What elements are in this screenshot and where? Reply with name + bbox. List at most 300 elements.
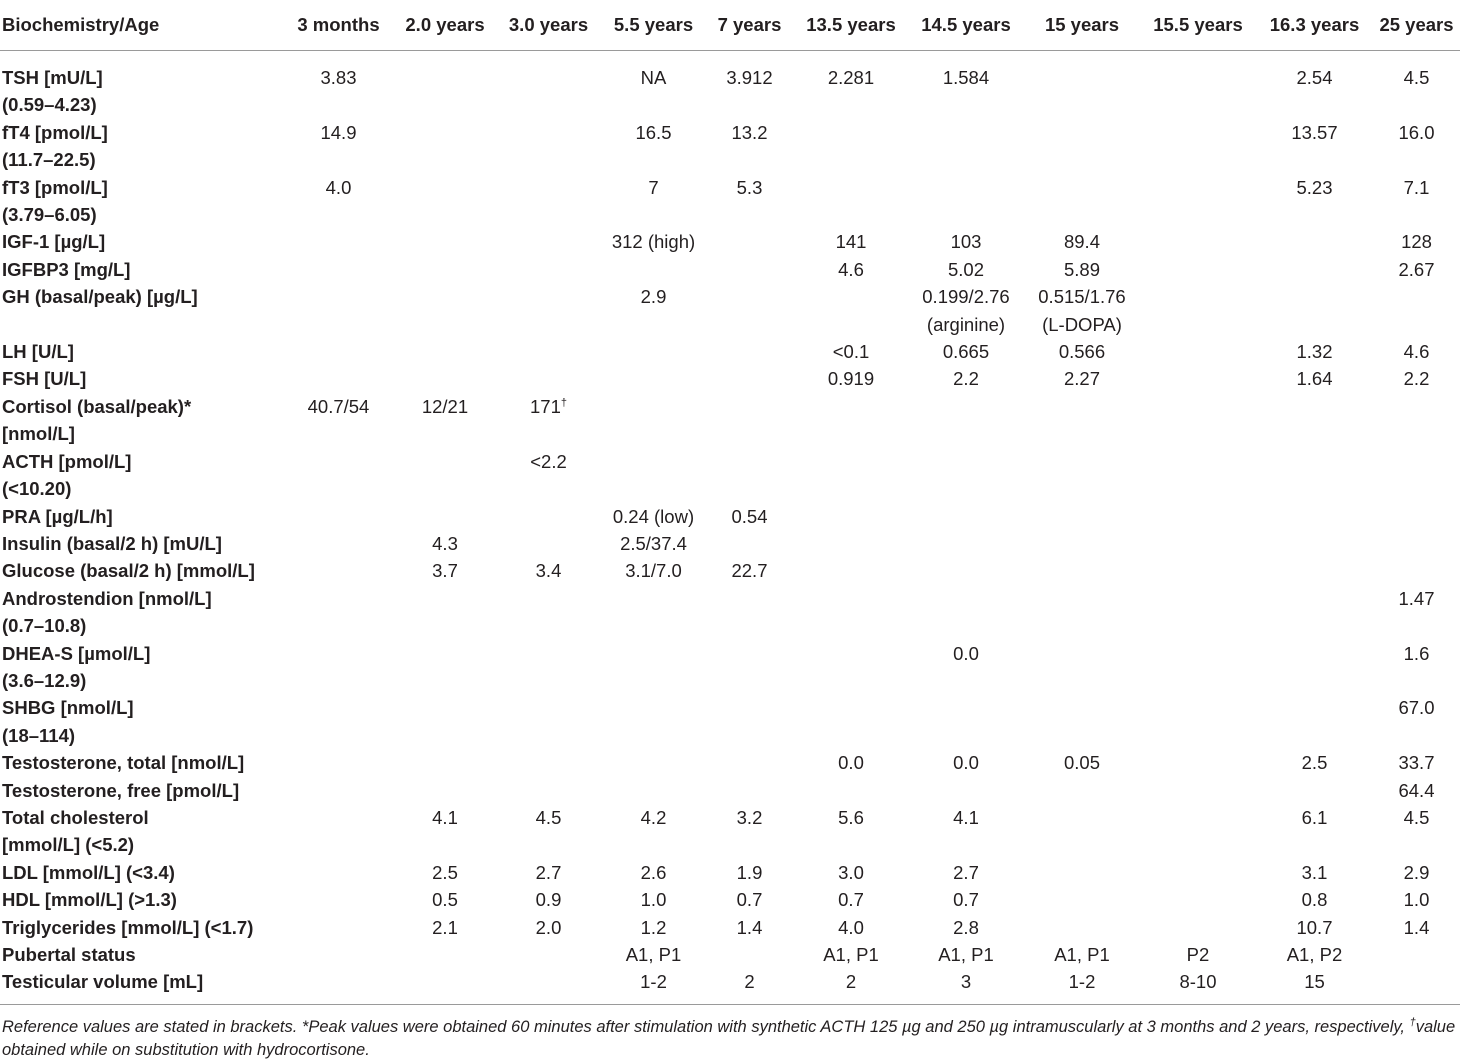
- table-cell: [1140, 530, 1256, 557]
- table-cell: [395, 694, 495, 749]
- row-label-line: (3.6–12.9): [2, 669, 87, 691]
- table-row: [0, 804, 1460, 859]
- cell-value: 3.0: [838, 861, 864, 883]
- row-label: [0, 365, 282, 392]
- table-cell: [705, 283, 794, 338]
- dagger-mark: †: [560, 396, 567, 409]
- table-cell: [1024, 777, 1140, 804]
- table-cell: [495, 119, 602, 174]
- table-cell: [1140, 393, 1256, 448]
- table-cell: [282, 640, 395, 695]
- row-label-line: Testicular volume [mL]: [2, 971, 204, 993]
- table-cell: [602, 804, 705, 859]
- cell-value: 12/21: [421, 395, 469, 417]
- row-label: [0, 941, 282, 968]
- cell-value: 14.9: [320, 121, 357, 143]
- table-cell: [705, 749, 794, 776]
- cell-value: 2.7: [535, 861, 562, 883]
- table-cell: [908, 393, 1024, 448]
- table-cell: [1256, 777, 1373, 804]
- table-cell: [495, 365, 602, 392]
- cell-value: 4.5: [1403, 67, 1430, 88]
- table-cell: [705, 256, 794, 283]
- cell-value: 0.24 (low): [612, 505, 695, 527]
- table-cell: [1256, 393, 1373, 448]
- footnote-row: [0, 1004, 1460, 1062]
- table-cell: [282, 393, 395, 448]
- table-cell: [602, 365, 705, 392]
- cell-value: 1.2: [640, 916, 667, 938]
- table-cell: [705, 393, 794, 448]
- table-cell: [395, 119, 495, 174]
- table-cell: [1140, 365, 1256, 392]
- table-cell: [395, 640, 495, 695]
- cell-value: 1.584: [942, 67, 990, 88]
- cell-value: 1.6: [1403, 642, 1430, 664]
- cell-value: 2.54: [1296, 67, 1333, 88]
- row-label-line: (0.7–10.8): [2, 615, 87, 637]
- cell-value: 2: [744, 971, 755, 993]
- cell-value: 2.2: [953, 368, 979, 390]
- table-cell: [1256, 448, 1373, 503]
- cell-value: 2.0: [535, 916, 562, 938]
- table-cell: [602, 530, 705, 557]
- table-cell: [1256, 557, 1373, 584]
- row-label: [0, 448, 282, 503]
- row-label: [0, 557, 282, 584]
- row-label: [0, 228, 282, 255]
- table-cell: [705, 886, 794, 913]
- table-cell: [495, 256, 602, 283]
- table-cell: [282, 51, 395, 119]
- row-label-line: (3.79–6.05): [2, 204, 97, 226]
- table-cell: [1256, 530, 1373, 557]
- footnote-dagger: †: [1409, 1016, 1416, 1029]
- table-cell: [1256, 749, 1373, 776]
- table-cell: [282, 804, 395, 859]
- table-cell: [705, 338, 794, 365]
- cell-value: 5.89: [1063, 258, 1100, 280]
- cell-value: 3.83: [320, 67, 357, 88]
- cell-value: 4.5: [535, 806, 562, 828]
- table-cell: [794, 530, 908, 557]
- table-cell: [908, 283, 1024, 338]
- table-cell: [395, 51, 495, 119]
- cell-value: 2.67: [1398, 258, 1435, 280]
- row-label: [0, 694, 282, 749]
- cell-value: 5.3: [736, 176, 763, 198]
- footnote-text: Reference values are stated in brackets. *Peak values were obtained 60 minutes after stimulation with synthetic ACTH 125 µg and 250 µg intramuscularly at 3 months and 2 years, respectively,: [2, 1017, 1410, 1036]
- header-age-column: 13.5 years: [794, 0, 908, 51]
- table-cell: [1373, 393, 1460, 448]
- cell-value: 1.4: [736, 916, 763, 938]
- table-cell: [705, 804, 794, 859]
- cell-value: 13.2: [731, 121, 768, 143]
- cell-value: 0.0: [953, 642, 979, 664]
- table-cell: [1140, 283, 1256, 338]
- cell-value: 3.2: [736, 806, 763, 828]
- cell-value: 1.32: [1296, 341, 1333, 363]
- table-cell: [495, 448, 602, 503]
- table-cell: [282, 941, 395, 968]
- table-cell: [794, 804, 908, 859]
- table-cell: [705, 174, 794, 229]
- table-cell: [495, 174, 602, 229]
- table-cell: [794, 640, 908, 695]
- table-cell: [794, 557, 908, 584]
- cell-value: 1.0: [640, 889, 667, 911]
- table-cell: [395, 228, 495, 255]
- table-cell: [794, 393, 908, 448]
- table-cell: [1256, 914, 1373, 941]
- header-age-column: 5.5 years: [602, 0, 705, 51]
- table-cell: [495, 640, 602, 695]
- cell-value: <0.1: [832, 341, 870, 363]
- table-cell: [1373, 777, 1460, 804]
- table-cell: [495, 914, 602, 941]
- cell-value: 4.3: [432, 532, 458, 554]
- table-cell: [1024, 640, 1140, 695]
- table-cell: [495, 804, 602, 859]
- table-cell: [908, 557, 1024, 584]
- row-label-line: (<10.20): [2, 478, 72, 500]
- row-label-line: Pubertal status: [2, 944, 136, 965]
- table-cell: [1024, 365, 1140, 392]
- cell-value: 4.2: [640, 806, 667, 828]
- table-cell: [495, 393, 602, 448]
- table-cell: [1256, 585, 1373, 640]
- table-cell: [1256, 804, 1373, 859]
- cell-value: 0.199/2.76 (arginine): [922, 286, 1010, 335]
- header-age-column: 16.3 years: [1256, 0, 1373, 51]
- row-label: [0, 174, 282, 229]
- table-cell: [602, 914, 705, 941]
- row-label: [0, 119, 282, 174]
- cell-value: 5.6: [838, 806, 864, 828]
- table-cell: [1373, 886, 1460, 913]
- table-cell: [602, 283, 705, 338]
- table-cell: [282, 749, 395, 776]
- table-cell: [794, 256, 908, 283]
- row-label-line: Testosterone, total [nmol/L]: [2, 752, 245, 774]
- table-cell: [794, 365, 908, 392]
- table-row: [0, 968, 1460, 1004]
- table-cell: [1373, 585, 1460, 640]
- table-cell: [794, 174, 908, 229]
- table-cell: [1373, 228, 1460, 255]
- table-row: [0, 694, 1460, 749]
- row-label: [0, 914, 282, 941]
- table-cell: [1140, 804, 1256, 859]
- table-cell: [1140, 174, 1256, 229]
- table-cell: [908, 749, 1024, 776]
- table-cell: [1024, 557, 1140, 584]
- table-cell: [1140, 585, 1256, 640]
- table-cell: [794, 694, 908, 749]
- cell-value: 4.1: [953, 806, 979, 828]
- table-cell: [1024, 585, 1140, 640]
- table-cell: [1256, 968, 1373, 1004]
- table-cell: [908, 694, 1024, 749]
- table-cell: [495, 51, 602, 119]
- row-label: [0, 51, 282, 119]
- table-cell: [395, 886, 495, 913]
- cell-value: NA: [640, 67, 667, 88]
- cell-value: P2: [1186, 944, 1210, 965]
- cell-value: 3.7: [432, 560, 458, 582]
- table-cell: [1140, 448, 1256, 503]
- cell-value: 7.1: [1403, 176, 1430, 198]
- table-cell: [1373, 174, 1460, 229]
- cell-value: 3.912: [726, 67, 773, 88]
- table-cell: [908, 119, 1024, 174]
- table-cell: [282, 968, 395, 1004]
- table-cell: [908, 777, 1024, 804]
- row-label-line: Total cholesterol: [2, 806, 149, 828]
- table-cell: [705, 365, 794, 392]
- table-cell: [1140, 968, 1256, 1004]
- cell-value: 171: [530, 395, 561, 417]
- cell-value: 4.5: [1403, 806, 1430, 828]
- header-biochemistry-age: Biochemistry/Age: [0, 0, 282, 51]
- table-cell: [1024, 228, 1140, 255]
- table-cell: [1140, 914, 1256, 941]
- row-label: [0, 530, 282, 557]
- table-cell: [908, 256, 1024, 283]
- cell-value: 10.7: [1296, 916, 1333, 938]
- header-age-column: 15.5 years: [1140, 0, 1256, 51]
- row-label-line: SHBG [nmol/L]: [2, 697, 134, 719]
- cell-value: 0.9: [535, 889, 562, 911]
- table-cell: [1140, 228, 1256, 255]
- table-cell: [1024, 393, 1140, 448]
- cell-value: 7: [648, 176, 659, 198]
- table-cell: [1140, 859, 1256, 886]
- table-cell: [395, 777, 495, 804]
- table-cell: [908, 585, 1024, 640]
- table-cell: [395, 859, 495, 886]
- cell-value: <2.2: [530, 450, 567, 472]
- table-cell: [1024, 941, 1140, 968]
- table-cell: [1024, 694, 1140, 749]
- table-cell: [282, 585, 395, 640]
- cell-value: 1-2: [640, 971, 667, 993]
- table-cell: [602, 51, 705, 119]
- cell-value: 4.0: [838, 916, 864, 938]
- table-cell: [1024, 256, 1140, 283]
- row-label: [0, 585, 282, 640]
- table-cell: [908, 941, 1024, 968]
- table-cell: [282, 886, 395, 913]
- table-cell: [602, 941, 705, 968]
- cell-value: 8-10: [1179, 971, 1217, 993]
- table-cell: [908, 448, 1024, 503]
- cell-value: 141: [835, 231, 867, 253]
- table-cell: [282, 914, 395, 941]
- table-cell: [282, 448, 395, 503]
- table-cell: [1373, 365, 1460, 392]
- table-cell: [1256, 859, 1373, 886]
- table-cell: [1140, 640, 1256, 695]
- table-cell: [282, 503, 395, 530]
- table-cell: [1140, 941, 1256, 968]
- table-cell: [602, 119, 705, 174]
- header-age-column: 3 months: [282, 0, 395, 51]
- table-row: [0, 886, 1460, 913]
- row-label: [0, 503, 282, 530]
- cell-value: 15: [1304, 971, 1325, 993]
- row-label-line: ACTH [pmol/L]: [2, 450, 132, 472]
- table-cell: [495, 585, 602, 640]
- table-cell: [794, 749, 908, 776]
- table-cell: [395, 557, 495, 584]
- table-cell: [602, 694, 705, 749]
- row-label-line: fT3 [pmol/L]: [2, 176, 108, 198]
- table-cell: [602, 228, 705, 255]
- row-label-line: HDL [mmol/L] (>1.3): [2, 889, 177, 911]
- table-cell: [794, 119, 908, 174]
- table-cell: [395, 365, 495, 392]
- row-label-line: IGF-1 [µg/L]: [2, 231, 106, 253]
- table-cell: [1373, 503, 1460, 530]
- row-label-line: (0.59–4.23): [2, 94, 97, 116]
- row-label-line: Triglycerides [mmol/L] (<1.7): [2, 916, 254, 938]
- table-cell: [1140, 256, 1256, 283]
- table-cell: [705, 503, 794, 530]
- cell-value: 2.5: [432, 861, 458, 883]
- table-cell: [1373, 530, 1460, 557]
- cell-value: 4.6: [1403, 341, 1430, 363]
- cell-value: 0.05: [1063, 752, 1100, 774]
- table-cell: [908, 503, 1024, 530]
- table-cell: [1256, 941, 1373, 968]
- cell-value: 0.566: [1058, 341, 1106, 363]
- cell-value: 0.665: [942, 341, 990, 363]
- table-cell: [1256, 283, 1373, 338]
- table-cell: [794, 968, 908, 1004]
- table-cell: [282, 859, 395, 886]
- table-cell: [602, 393, 705, 448]
- table-cell: [1140, 749, 1256, 776]
- cell-value: 0.7: [736, 889, 763, 911]
- table-cell: [495, 968, 602, 1004]
- cell-value: 40.7/54: [307, 395, 370, 417]
- row-label-line: Cortisol (basal/peak)*: [2, 395, 192, 417]
- table-cell: [1373, 256, 1460, 283]
- cell-value: 1.9: [736, 861, 763, 883]
- row-label-line: [nmol/L]: [2, 423, 75, 445]
- table-cell: [495, 557, 602, 584]
- row-label: [0, 777, 282, 804]
- cell-value: 0.919: [827, 368, 875, 390]
- table-footnote: [0, 1005, 1458, 1062]
- table-cell: [495, 503, 602, 530]
- table-cell: [794, 777, 908, 804]
- table-cell: [908, 968, 1024, 1004]
- table-cell: [1256, 256, 1373, 283]
- cell-value: A1, P1: [1054, 944, 1110, 965]
- table-row: [0, 859, 1460, 886]
- table-header-row: [0, 0, 1460, 51]
- table-cell: [282, 530, 395, 557]
- table-cell: [602, 448, 705, 503]
- table-cell: [705, 914, 794, 941]
- table-cell: [602, 585, 705, 640]
- table-cell: [1024, 886, 1140, 913]
- table-cell: [395, 530, 495, 557]
- cell-value: 22.7: [731, 560, 768, 582]
- cell-value: 3.4: [535, 560, 562, 582]
- cell-value: 2: [845, 971, 857, 993]
- table-row: [0, 256, 1460, 283]
- cell-value: 0.54: [731, 505, 768, 527]
- cell-value: 5.23: [1296, 176, 1333, 198]
- table-cell: [395, 749, 495, 776]
- row-label-line: fT4 [pmol/L]: [2, 121, 108, 143]
- cell-value: 3.1/7.0: [625, 560, 682, 582]
- table-cell: [908, 228, 1024, 255]
- table-cell: [1373, 283, 1460, 338]
- cell-value: 2.6: [640, 861, 667, 883]
- table-cell: [495, 886, 602, 913]
- cell-value: 2.5: [1301, 752, 1328, 774]
- cell-value: 0.515/1.76 (L-DOPA): [1038, 286, 1126, 335]
- table-cell: [1140, 119, 1256, 174]
- table-cell: [1373, 640, 1460, 695]
- table-row: [0, 119, 1460, 174]
- cell-value: A1, P1: [625, 944, 682, 965]
- table-cell: [705, 530, 794, 557]
- table-cell: [282, 228, 395, 255]
- cell-value: 103: [950, 231, 982, 253]
- cell-value: 67.0: [1398, 697, 1435, 719]
- table-cell: [1140, 51, 1256, 119]
- table-cell: [1373, 338, 1460, 365]
- table-cell: [282, 338, 395, 365]
- cell-value: 0.0: [953, 752, 979, 774]
- table-cell: [495, 749, 602, 776]
- table-cell: [794, 859, 908, 886]
- table-cell: [282, 777, 395, 804]
- cell-value: 1.47: [1398, 587, 1435, 609]
- table-row: [0, 51, 1460, 119]
- row-label-line: (11.7–22.5): [2, 149, 96, 171]
- cell-value: 312 (high): [611, 231, 696, 253]
- row-label: [0, 968, 282, 1004]
- table-cell: [1373, 941, 1460, 968]
- table-cell: [495, 941, 602, 968]
- cell-value: 0.0: [838, 752, 864, 774]
- table-cell: [705, 51, 794, 119]
- table-cell: [908, 51, 1024, 119]
- table-cell: [395, 503, 495, 530]
- table-cell: [1373, 804, 1460, 859]
- table-cell: [395, 338, 495, 365]
- table-cell: [602, 503, 705, 530]
- header-age-column: 15 years: [1024, 0, 1140, 51]
- table-cell: [602, 749, 705, 776]
- table-cell: [602, 640, 705, 695]
- table-row: [0, 749, 1460, 776]
- table-cell: [395, 804, 495, 859]
- table-cell: [794, 338, 908, 365]
- table-cell: [602, 256, 705, 283]
- cell-value: 2.5/37.4: [620, 532, 687, 554]
- table-cell: [794, 886, 908, 913]
- table-cell: [908, 640, 1024, 695]
- table-cell: [495, 338, 602, 365]
- cell-value: 0.7: [838, 889, 864, 911]
